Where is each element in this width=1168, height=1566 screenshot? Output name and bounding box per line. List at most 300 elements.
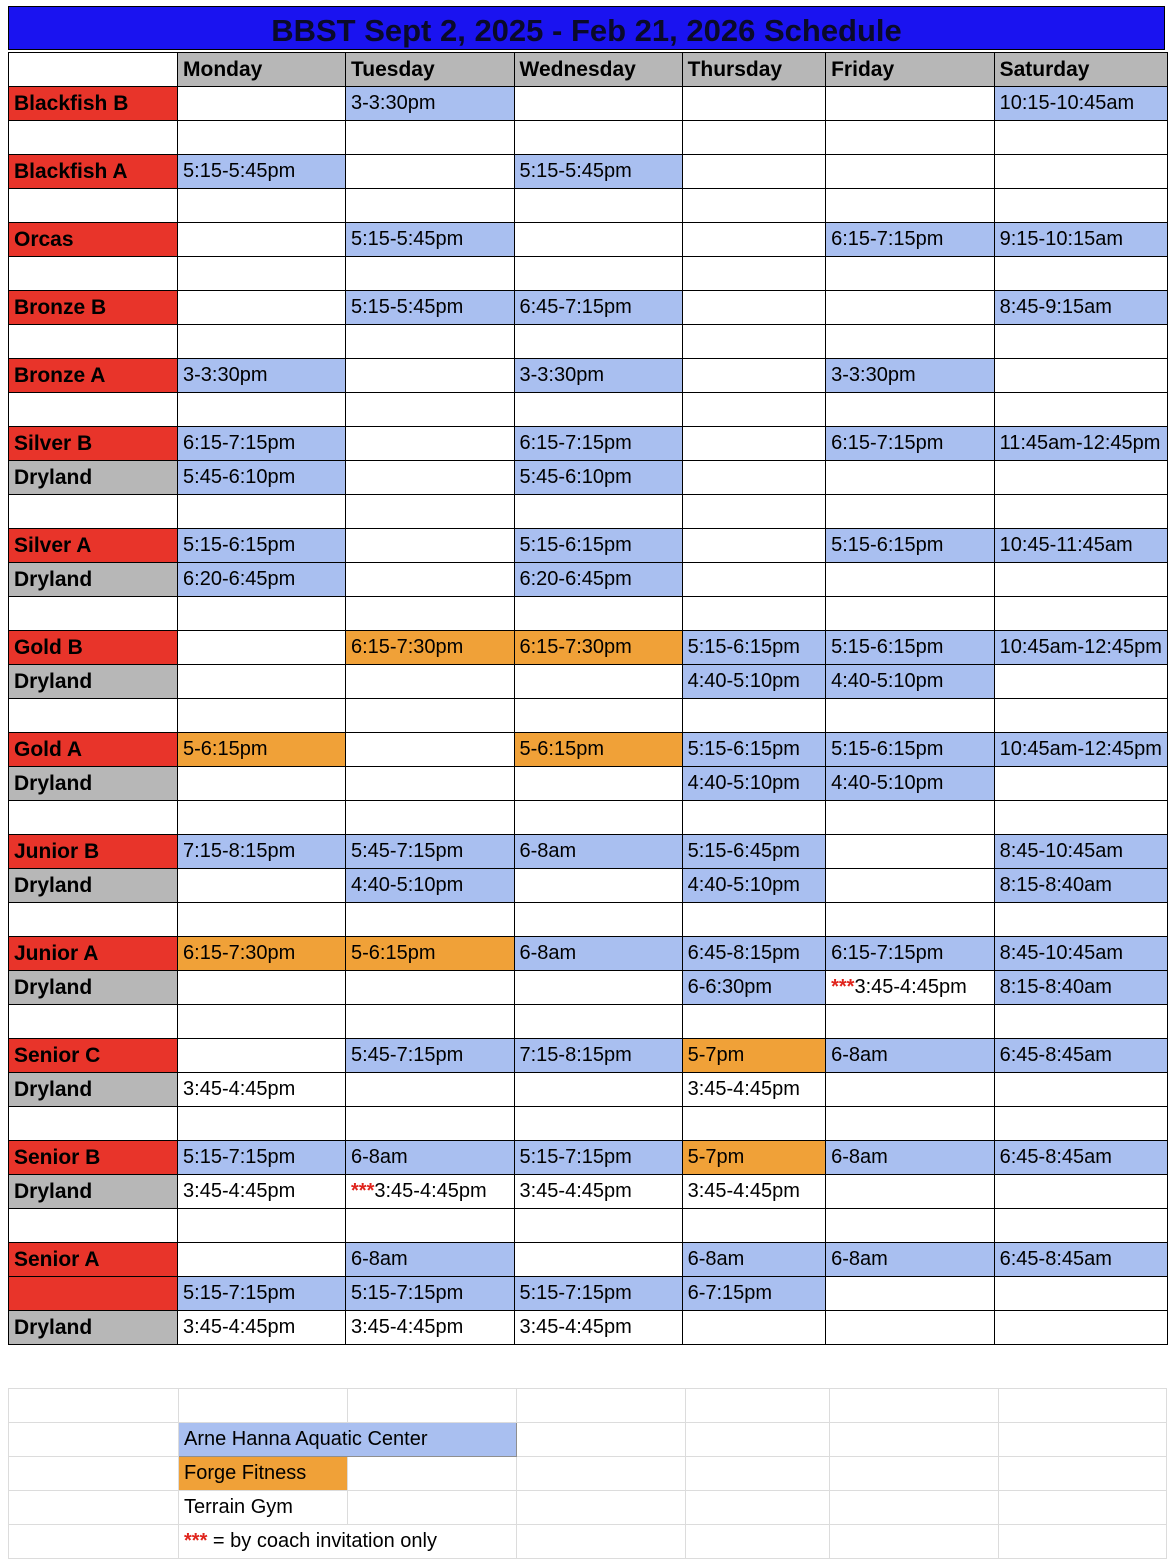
legend-row-note bbox=[9, 1525, 1167, 1559]
schedule-cell: 6:45-8:45am bbox=[994, 1243, 1167, 1277]
schedule-cell: 6:45-7:15pm bbox=[514, 291, 682, 325]
schedule-cell bbox=[178, 223, 346, 257]
schedule-cell: 6:15-7:15pm bbox=[826, 223, 995, 257]
schedule-cell: 3:45-4:45pm bbox=[178, 1311, 346, 1345]
invite-marker: *** bbox=[831, 976, 855, 998]
schedule-cell: 5:15-6:15pm bbox=[178, 529, 346, 563]
schedule-cell: 6-7:15pm bbox=[682, 1277, 826, 1311]
schedule-cell: 5:15-6:15pm bbox=[682, 631, 826, 665]
schedule-cell bbox=[346, 1073, 515, 1107]
schedule-cell bbox=[346, 325, 515, 359]
schedule-cell bbox=[994, 359, 1167, 393]
spacer-cell bbox=[9, 1209, 178, 1243]
schedule-cell: 5:15-7:15pm bbox=[514, 1141, 682, 1175]
schedule-cell: ***3:45-4:45pm bbox=[346, 1175, 515, 1209]
schedule-cell bbox=[514, 1005, 682, 1039]
schedule-cell bbox=[346, 529, 515, 563]
schedule-cell bbox=[826, 1175, 995, 1209]
spacer-cell bbox=[9, 495, 178, 529]
schedule-cell bbox=[346, 495, 515, 529]
schedule-cell bbox=[514, 767, 682, 801]
schedule-cell bbox=[826, 291, 995, 325]
schedule-cell: 4:40-5:10pm bbox=[826, 665, 995, 699]
schedule-cell bbox=[682, 427, 826, 461]
schedule-cell: 5:15-5:45pm bbox=[346, 223, 515, 257]
schedule-cell: 6-8am bbox=[514, 835, 682, 869]
schedule-cell bbox=[514, 699, 682, 733]
schedule-cell: 10:45am-12:45pm bbox=[994, 733, 1167, 767]
schedule-cell bbox=[178, 1039, 346, 1073]
schedule-cell bbox=[346, 733, 515, 767]
schedule-cell bbox=[346, 597, 515, 631]
schedule-cell bbox=[346, 121, 515, 155]
schedule-cell bbox=[346, 189, 515, 223]
schedule-cell bbox=[682, 291, 826, 325]
schedule-cell: 10:45-11:45am bbox=[994, 529, 1167, 563]
schedule-cell: 5:15-6:15pm bbox=[826, 529, 995, 563]
schedule-cell: 3:45-4:45pm bbox=[682, 1175, 826, 1209]
team-label: Gold B bbox=[9, 631, 178, 665]
schedule-cell bbox=[178, 325, 346, 359]
schedule-cell bbox=[994, 801, 1167, 835]
spacer-cell bbox=[9, 257, 178, 291]
schedule-cell bbox=[514, 665, 682, 699]
schedule-cell: 3:45-4:45pm bbox=[178, 1073, 346, 1107]
schedule-cell bbox=[178, 1005, 346, 1039]
schedule-cell bbox=[178, 1107, 346, 1141]
schedule-cell bbox=[826, 393, 995, 427]
schedule-cell bbox=[826, 461, 995, 495]
schedule-cell: 6-6:30pm bbox=[682, 971, 826, 1005]
schedule-cell bbox=[178, 869, 346, 903]
team-row bbox=[9, 359, 1168, 393]
schedule-cell bbox=[994, 1005, 1167, 1039]
schedule-cell bbox=[994, 1277, 1167, 1311]
team-row bbox=[9, 733, 1168, 767]
schedule-cell bbox=[514, 597, 682, 631]
schedule-cell bbox=[178, 257, 346, 291]
team-row bbox=[9, 155, 1168, 189]
schedule-cell: 6:45-8:45am bbox=[994, 1039, 1167, 1073]
spacer-cell bbox=[9, 597, 178, 631]
schedule-cell bbox=[682, 359, 826, 393]
day-header-saturday: Saturday bbox=[994, 53, 1167, 87]
schedule-cell: 9:15-10:15am bbox=[994, 223, 1167, 257]
dryland-row bbox=[9, 665, 1168, 699]
schedule-cell bbox=[346, 699, 515, 733]
schedule-cell bbox=[514, 1243, 682, 1277]
schedule-cell bbox=[178, 393, 346, 427]
schedule-cell bbox=[682, 325, 826, 359]
schedule-cell: 6:15-7:15pm bbox=[826, 427, 995, 461]
schedule-cell: 4:40-5:10pm bbox=[826, 767, 995, 801]
schedule-cell bbox=[514, 189, 682, 223]
dryland-label: Dryland bbox=[9, 869, 178, 903]
schedule-cell: 8:45-10:45am bbox=[994, 937, 1167, 971]
dryland-label: Dryland bbox=[9, 563, 178, 597]
schedule-cell: 6:15-7:30pm bbox=[178, 937, 346, 971]
schedule-cell bbox=[514, 903, 682, 937]
dryland-row bbox=[9, 1175, 1168, 1209]
schedule-cell bbox=[682, 563, 826, 597]
spacer-cell bbox=[9, 189, 178, 223]
spacer-row bbox=[9, 189, 1168, 223]
schedule-cell bbox=[178, 597, 346, 631]
schedule-cell: 5:15-5:45pm bbox=[346, 291, 515, 325]
schedule-cell bbox=[682, 155, 826, 189]
schedule-cell bbox=[178, 903, 346, 937]
schedule-cell bbox=[682, 1209, 826, 1243]
schedule-cell: 3:45-4:45pm bbox=[346, 1311, 515, 1345]
schedule-cell: 6:15-7:30pm bbox=[514, 631, 682, 665]
team-row bbox=[9, 529, 1168, 563]
schedule-cell bbox=[346, 563, 515, 597]
day-header-monday: Monday bbox=[178, 53, 346, 87]
dryland-label: Dryland bbox=[9, 1175, 178, 1209]
schedule-cell: 5:45-7:15pm bbox=[346, 1039, 515, 1073]
schedule-cell bbox=[826, 1209, 995, 1243]
dryland-label: Dryland bbox=[9, 1073, 178, 1107]
schedule-cell: 5:15-7:15pm bbox=[346, 1277, 515, 1311]
schedule-cell bbox=[514, 495, 682, 529]
dryland-row bbox=[9, 767, 1168, 801]
schedule-cell bbox=[826, 87, 995, 121]
schedule-cell: 3-3:30pm bbox=[826, 359, 995, 393]
schedule-cell bbox=[682, 699, 826, 733]
schedule-cell bbox=[826, 835, 995, 869]
schedule-cell bbox=[682, 393, 826, 427]
schedule-cell bbox=[178, 971, 346, 1005]
dryland-row bbox=[9, 971, 1168, 1005]
schedule-cell bbox=[826, 1311, 995, 1345]
legend-row-forge bbox=[9, 1457, 1167, 1491]
schedule-cell: 3:45-4:45pm bbox=[682, 1073, 826, 1107]
team-label: Gold A bbox=[9, 733, 178, 767]
schedule-cell bbox=[826, 1005, 995, 1039]
legend-terrain: Terrain Gym bbox=[179, 1491, 348, 1525]
schedule-cell bbox=[178, 189, 346, 223]
schedule-cell bbox=[994, 903, 1167, 937]
team-row bbox=[9, 1277, 1168, 1311]
schedule-cell bbox=[346, 971, 515, 1005]
dryland-label: Dryland bbox=[9, 1311, 178, 1345]
schedule-cell: 5-6:15pm bbox=[178, 733, 346, 767]
schedule-cell bbox=[346, 767, 515, 801]
note-marker: *** bbox=[184, 1530, 208, 1552]
schedule-cell: 8:45-9:15am bbox=[994, 291, 1167, 325]
header-corner bbox=[9, 53, 178, 87]
schedule-cell bbox=[178, 767, 346, 801]
schedule-cell: 11:45am-12:45pm bbox=[994, 427, 1167, 461]
team-label: Blackfish B bbox=[9, 87, 178, 121]
schedule-cell: 3:45-4:45pm bbox=[514, 1311, 682, 1345]
schedule-cell: 5:15-5:45pm bbox=[514, 155, 682, 189]
spacer-row bbox=[9, 903, 1168, 937]
schedule-cell: 10:45am-12:45pm bbox=[994, 631, 1167, 665]
schedule-cell bbox=[514, 257, 682, 291]
schedule-cell bbox=[682, 529, 826, 563]
schedule-cell bbox=[346, 1209, 515, 1243]
spacer-cell bbox=[9, 903, 178, 937]
spacer-row bbox=[9, 801, 1168, 835]
schedule-cell bbox=[514, 971, 682, 1005]
schedule-cell: 6:20-6:45pm bbox=[514, 563, 682, 597]
schedule-cell bbox=[514, 1073, 682, 1107]
team-label: Junior B bbox=[9, 835, 178, 869]
schedule-cell: 5-6:15pm bbox=[346, 937, 515, 971]
schedule-cell bbox=[346, 1005, 515, 1039]
schedule-cell bbox=[682, 189, 826, 223]
schedule-cell bbox=[178, 665, 346, 699]
schedule-cell: 5:15-6:15pm bbox=[514, 529, 682, 563]
schedule-cell bbox=[994, 325, 1167, 359]
schedule-cell bbox=[826, 699, 995, 733]
schedule-cell: 8:15-8:40am bbox=[994, 971, 1167, 1005]
schedule-cell: 5:15-6:15pm bbox=[826, 733, 995, 767]
schedule-cell bbox=[826, 1073, 995, 1107]
spacer-row bbox=[9, 1005, 1168, 1039]
schedule-cell bbox=[514, 325, 682, 359]
spacer-cell bbox=[9, 393, 178, 427]
schedule-cell bbox=[178, 801, 346, 835]
dryland-row bbox=[9, 869, 1168, 903]
spacer-row bbox=[9, 597, 1168, 631]
team-row bbox=[9, 1243, 1168, 1277]
schedule-cell: 6-8am bbox=[514, 937, 682, 971]
schedule-cell bbox=[178, 699, 346, 733]
schedule-cell bbox=[346, 461, 515, 495]
day-header-friday: Friday bbox=[826, 53, 995, 87]
schedule-cell bbox=[826, 189, 995, 223]
schedule-cell bbox=[682, 121, 826, 155]
schedule-cell: 5:15-6:15pm bbox=[682, 733, 826, 767]
schedule-cell: 6:15-7:15pm bbox=[178, 427, 346, 461]
day-header-wednesday: Wednesday bbox=[514, 53, 682, 87]
team-row bbox=[9, 835, 1168, 869]
schedule-cell: 6-8am bbox=[346, 1243, 515, 1277]
legend-forge: Forge Fitness bbox=[179, 1457, 348, 1491]
schedule-cell: 5:45-6:10pm bbox=[178, 461, 346, 495]
schedule-cell bbox=[514, 1107, 682, 1141]
schedule-cell bbox=[682, 1005, 826, 1039]
schedule-cell bbox=[346, 155, 515, 189]
schedule-cell bbox=[178, 631, 346, 665]
schedule-cell: 10:15-10:45am bbox=[994, 87, 1167, 121]
schedule-cell: 6:45-8:45am bbox=[994, 1141, 1167, 1175]
schedule-cell bbox=[994, 189, 1167, 223]
schedule-cell bbox=[178, 495, 346, 529]
spacer-cell bbox=[9, 699, 178, 733]
schedule-cell bbox=[682, 257, 826, 291]
day-header-thursday: Thursday bbox=[682, 53, 826, 87]
dryland-label: Dryland bbox=[9, 461, 178, 495]
team-row bbox=[9, 1141, 1168, 1175]
schedule-cell bbox=[346, 393, 515, 427]
schedule-cell: 6:15-7:15pm bbox=[514, 427, 682, 461]
schedule-cell bbox=[826, 325, 995, 359]
spacer-cell bbox=[9, 325, 178, 359]
team-label: Bronze A bbox=[9, 359, 178, 393]
schedule-cell bbox=[994, 1175, 1167, 1209]
schedule-cell: 6-8am bbox=[826, 1039, 995, 1073]
schedule-cell: ***3:45-4:45pm bbox=[826, 971, 995, 1005]
spacer-row bbox=[9, 393, 1168, 427]
schedule-cell: 6:15-7:15pm bbox=[826, 937, 995, 971]
schedule-cell: 7:15-8:15pm bbox=[514, 1039, 682, 1073]
schedule-cell bbox=[514, 801, 682, 835]
spacer-row bbox=[9, 121, 1168, 155]
schedule-cell bbox=[994, 665, 1167, 699]
schedule-cell: 3:45-4:45pm bbox=[178, 1175, 346, 1209]
legend-row-terrain bbox=[9, 1491, 1167, 1525]
header-row bbox=[9, 53, 1168, 87]
schedule-cell bbox=[514, 1209, 682, 1243]
schedule-cell: 5:15-7:15pm bbox=[178, 1277, 346, 1311]
team-label: Silver B bbox=[9, 427, 178, 461]
dryland-row bbox=[9, 1311, 1168, 1345]
spacer-row bbox=[9, 699, 1168, 733]
team-row bbox=[9, 427, 1168, 461]
schedule-cell: 3-3:30pm bbox=[178, 359, 346, 393]
schedule-cell bbox=[178, 1243, 346, 1277]
team-row bbox=[9, 631, 1168, 665]
team-row bbox=[9, 291, 1168, 325]
schedule-cell bbox=[514, 87, 682, 121]
schedule-cell: 5:15-5:45pm bbox=[178, 155, 346, 189]
schedule-cell: 4:40-5:10pm bbox=[346, 869, 515, 903]
schedule-cell: 5-7pm bbox=[682, 1141, 826, 1175]
legend-row-aquatic bbox=[9, 1423, 1167, 1457]
dryland-label: Dryland bbox=[9, 767, 178, 801]
spacer-cell bbox=[9, 121, 178, 155]
schedule-cell: 5-7pm bbox=[682, 1039, 826, 1073]
team-label: Bronze B bbox=[9, 291, 178, 325]
schedule-cell: 6-8am bbox=[346, 1141, 515, 1175]
schedule-cell bbox=[994, 495, 1167, 529]
schedule-cell: 4:40-5:10pm bbox=[682, 869, 826, 903]
schedule-cell bbox=[826, 597, 995, 631]
schedule-cell bbox=[682, 87, 826, 121]
schedule-cell bbox=[994, 1107, 1167, 1141]
schedule-cell: 8:45-10:45am bbox=[994, 835, 1167, 869]
schedule-cell bbox=[682, 903, 826, 937]
schedule-cell bbox=[346, 427, 515, 461]
note-text: = by coach invitation only bbox=[207, 1530, 437, 1552]
schedule-cell: 6:20-6:45pm bbox=[178, 563, 346, 597]
schedule-table bbox=[8, 52, 1168, 1345]
page-title: BBST Sept 2, 2025 - Feb 21, 2026 Schedule bbox=[8, 6, 1165, 50]
dryland-row bbox=[9, 461, 1168, 495]
schedule-cell bbox=[514, 121, 682, 155]
team-row bbox=[9, 1039, 1168, 1073]
spacer-row bbox=[9, 257, 1168, 291]
schedule-cell bbox=[514, 869, 682, 903]
schedule-cell bbox=[346, 665, 515, 699]
legend-table bbox=[8, 1388, 1167, 1559]
spacer-row bbox=[9, 325, 1168, 359]
schedule-cell bbox=[826, 495, 995, 529]
schedule-cell bbox=[826, 563, 995, 597]
team-row bbox=[9, 937, 1168, 971]
day-header-tuesday: Tuesday bbox=[346, 53, 515, 87]
schedule-cell bbox=[682, 495, 826, 529]
schedule-cell bbox=[178, 121, 346, 155]
schedule-cell bbox=[346, 903, 515, 937]
team-label: Senior B bbox=[9, 1141, 178, 1175]
schedule-cell bbox=[178, 1209, 346, 1243]
schedule-cell bbox=[682, 1107, 826, 1141]
schedule-cell bbox=[994, 767, 1167, 801]
schedule-cell: 6-8am bbox=[826, 1243, 995, 1277]
schedule-cell: 5:15-6:45pm bbox=[682, 835, 826, 869]
legend-aquatic: Arne Hanna Aquatic Center bbox=[179, 1423, 517, 1457]
team-label: Senior C bbox=[9, 1039, 178, 1073]
schedule-cell: 5:45-6:10pm bbox=[514, 461, 682, 495]
schedule-cell: 3-3:30pm bbox=[514, 359, 682, 393]
spacer-row bbox=[9, 495, 1168, 529]
schedule-cell: 5:45-7:15pm bbox=[346, 835, 515, 869]
schedule-cell: 5-6:15pm bbox=[514, 733, 682, 767]
schedule-cell bbox=[178, 291, 346, 325]
schedule-cell bbox=[994, 155, 1167, 189]
team-label: Silver A bbox=[9, 529, 178, 563]
schedule-cell bbox=[994, 393, 1167, 427]
schedule-cell bbox=[682, 597, 826, 631]
schedule-cell bbox=[514, 223, 682, 257]
schedule-cell: 4:40-5:10pm bbox=[682, 665, 826, 699]
schedule-cell bbox=[994, 121, 1167, 155]
schedule-cell bbox=[826, 155, 995, 189]
dryland-row bbox=[9, 1073, 1168, 1107]
spacer-cell bbox=[9, 801, 178, 835]
spacer-row bbox=[9, 1107, 1168, 1141]
team-row bbox=[9, 223, 1168, 257]
schedule-cell bbox=[994, 597, 1167, 631]
schedule-cell bbox=[346, 359, 515, 393]
schedule-cell bbox=[994, 1073, 1167, 1107]
schedule-cell: 3:45-4:45pm bbox=[514, 1175, 682, 1209]
schedule-cell: 3-3:30pm bbox=[346, 87, 515, 121]
schedule-cell bbox=[682, 801, 826, 835]
dryland-label: Dryland bbox=[9, 971, 178, 1005]
team-label: Senior A bbox=[9, 1243, 178, 1277]
schedule-cell bbox=[682, 461, 826, 495]
schedule-cell bbox=[346, 1107, 515, 1141]
spacer-cell bbox=[9, 1107, 178, 1141]
schedule-cell: 7:15-8:15pm bbox=[178, 835, 346, 869]
schedule-cell bbox=[826, 801, 995, 835]
dryland-label: Dryland bbox=[9, 665, 178, 699]
schedule-cell bbox=[826, 1107, 995, 1141]
schedule-cell bbox=[346, 257, 515, 291]
team-label: Blackfish A bbox=[9, 155, 178, 189]
team-label bbox=[9, 1277, 178, 1311]
schedule-cell: 6-8am bbox=[682, 1243, 826, 1277]
schedule-cell: 5:15-7:15pm bbox=[178, 1141, 346, 1175]
schedule-cell bbox=[994, 1311, 1167, 1345]
spacer-row bbox=[9, 1209, 1168, 1243]
schedule-cell bbox=[994, 699, 1167, 733]
schedule-cell: 6:15-7:30pm bbox=[346, 631, 515, 665]
schedule-cell bbox=[514, 393, 682, 427]
dryland-row bbox=[9, 563, 1168, 597]
schedule-cell: 6:45-8:15pm bbox=[682, 937, 826, 971]
team-label: Junior A bbox=[9, 937, 178, 971]
legend-spacer-row bbox=[9, 1389, 1167, 1423]
schedule-cell: 8:15-8:40am bbox=[994, 869, 1167, 903]
team-row bbox=[9, 87, 1168, 121]
schedule-cell bbox=[994, 563, 1167, 597]
